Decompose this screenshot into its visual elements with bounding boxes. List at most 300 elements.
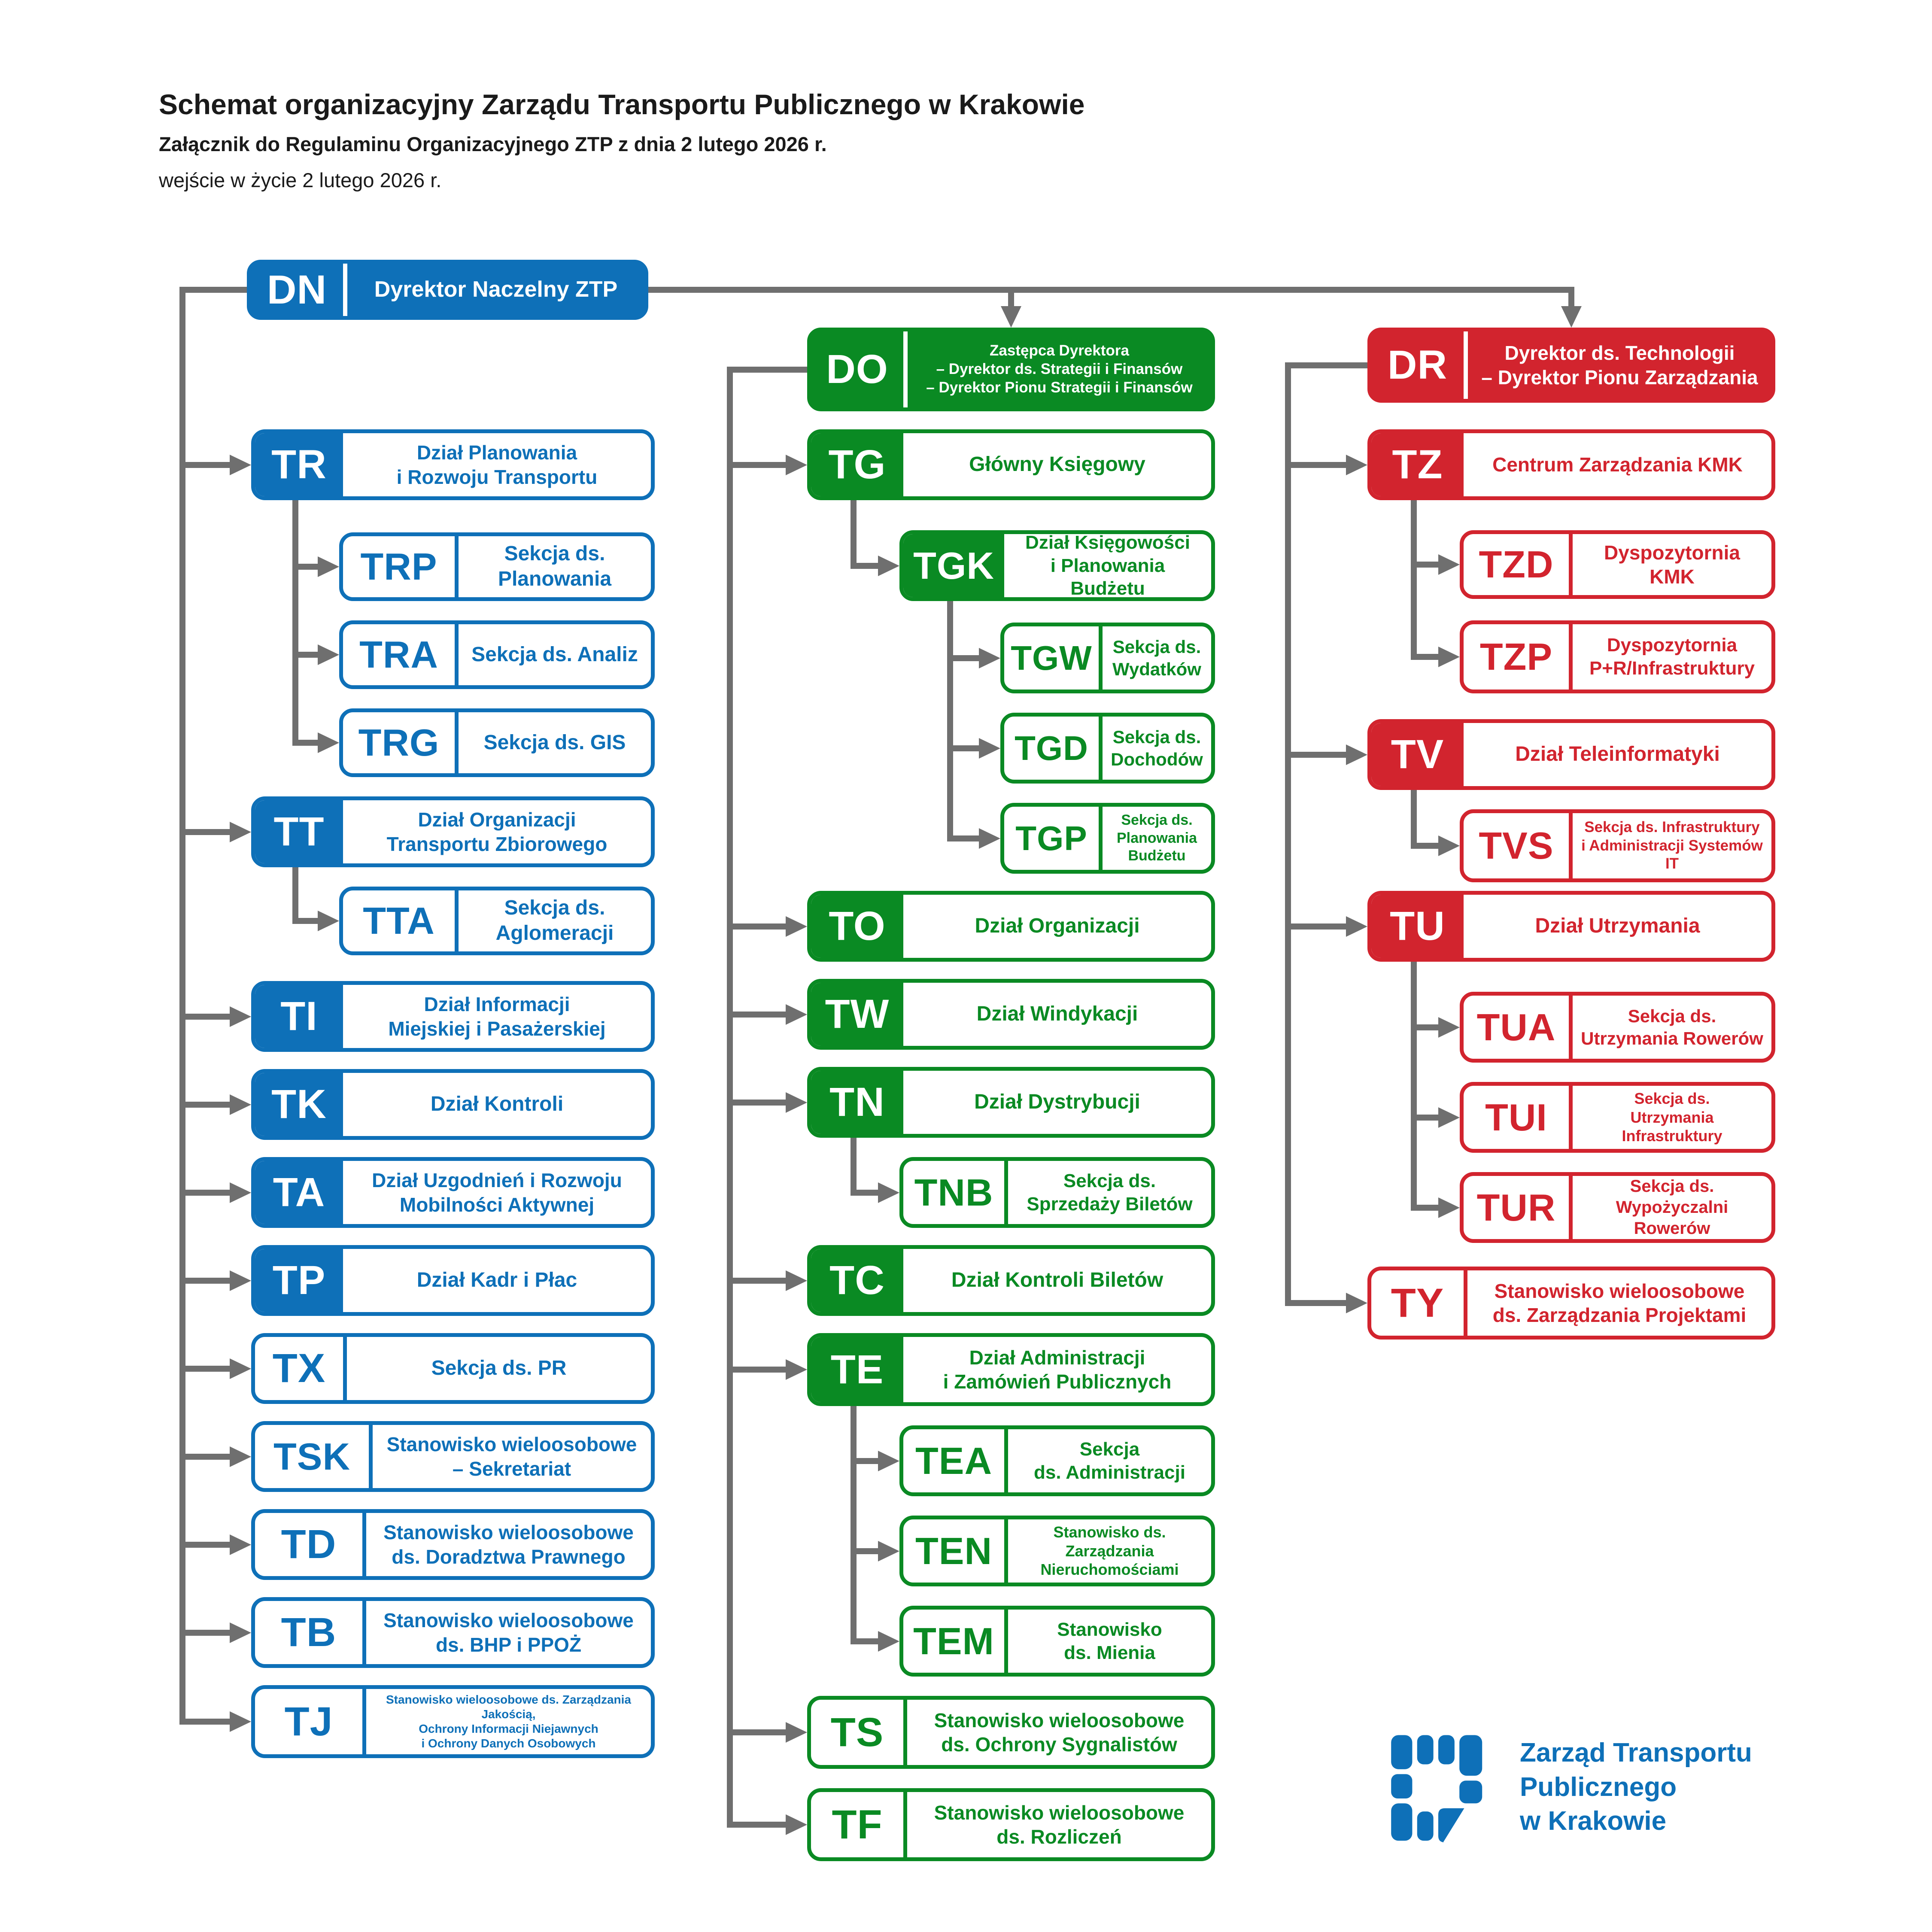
arrowhead-right-TO [786, 916, 807, 937]
org-node-DN [247, 260, 648, 320]
connector-trunk-TZ [1411, 500, 1417, 660]
org-node-TF [807, 1788, 1215, 1861]
arrowhead-right-TGK [878, 556, 899, 576]
org-node-label-TUA [1573, 996, 1771, 1059]
org-node-TK [251, 1069, 655, 1140]
connector-trunk-TV [1411, 790, 1417, 849]
org-node-label-line: Sekcja ds. GIS [483, 731, 626, 754]
org-node-label-line: Sekcja [1079, 1438, 1140, 1460]
arrowhead-right-TNB [878, 1182, 899, 1203]
arrowhead-right-TK [230, 1094, 251, 1115]
org-node-TX [251, 1333, 655, 1404]
org-node-label-line: Dział Dystrybucji [974, 1091, 1140, 1114]
org-node-code-TP: TP [255, 1249, 343, 1312]
org-node-label-line: Sekcja ds. Aglomeracji [495, 896, 614, 945]
org-node-label-line: ds. Zarządzania Projektami [1492, 1304, 1747, 1326]
org-node-TNB [899, 1157, 1215, 1228]
arrowhead-right-TB [230, 1622, 251, 1643]
org-node-label-line: i Rozwoju Transportu [396, 465, 598, 488]
org-node-label-line: Miejskiej i Pasażerskiej [388, 1017, 606, 1040]
org-node-label-TRP [459, 536, 651, 597]
connector-DN-TJ [182, 1719, 231, 1725]
org-node-label-line: Dział Organizacji [418, 808, 576, 831]
org-node-label-TG [903, 433, 1211, 496]
connector-DN-TA [182, 1190, 231, 1196]
org-node-label-line: i Zamówień Publicznych [943, 1370, 1172, 1393]
org-node-label-line: Dyrektor Naczelny ZTP [374, 277, 618, 302]
org-node-code-TZP: TZP [1464, 624, 1573, 690]
connector-TE-TEM [851, 1638, 880, 1644]
connector-trunk-TT [292, 867, 298, 924]
org-node-label-line: Sekcja ds. Infrastruktury [1584, 818, 1760, 835]
connector-DO-TE [730, 1367, 787, 1373]
arrowhead-right-TF [786, 1814, 807, 1835]
org-node-code-TSK: TSK [255, 1425, 373, 1488]
connector-TU-TUA [1411, 1024, 1440, 1030]
org-node-label-line: Transportu Zbiorowego [386, 832, 608, 855]
org-node-TR [251, 429, 655, 500]
org-node-TO [807, 891, 1215, 962]
arrowhead-right-TEA [878, 1451, 899, 1471]
org-node-label-line: ds. Doradztwa Prawnego [392, 1545, 626, 1568]
org-node-label-TC [903, 1249, 1211, 1312]
arrowhead-right-TGW [979, 648, 1000, 668]
connector-DN-TX [182, 1366, 231, 1372]
org-node-label-line: Dyspozytornia [1607, 635, 1738, 656]
org-node-label-TEA [1008, 1429, 1211, 1492]
org-node-TUI [1460, 1082, 1775, 1153]
arrowhead-right-TGD [979, 738, 1000, 759]
arrowhead-right-TZP [1438, 647, 1460, 667]
connector-DN-TSK [182, 1454, 231, 1460]
org-node-label-TTA [459, 890, 651, 951]
org-node-label-line: ds. BHP i PPOŻ [435, 1633, 582, 1656]
org-node-label-TGK [1004, 534, 1211, 597]
logo-line: w Krakowie [1520, 1806, 1667, 1836]
connector-DO-TO [730, 923, 787, 930]
org-node-TU [1367, 891, 1775, 962]
arrowhead-down-DO [1001, 306, 1021, 328]
org-node-code-TEN: TEN [903, 1519, 1008, 1583]
org-node-TZ [1367, 429, 1775, 500]
page-subtitle: Załącznik do Regulaminu Organizacyjnego ZTP z dnia 2 lutego 2026 r. [159, 133, 827, 155]
connector-drop-DO [1008, 287, 1014, 307]
arrowhead-right-TGP [979, 828, 1000, 849]
org-node-label-line: Mobilności Aktywnej [399, 1193, 595, 1216]
org-node-code-DO: DO [811, 331, 908, 407]
logo-line: Zarząd Transportu [1520, 1738, 1752, 1768]
org-node-label-line: Sekcja ds. [1063, 1170, 1156, 1191]
org-node-label-line: Wypożyczalni Rowerów [1616, 1198, 1728, 1238]
org-node-label-TI [343, 985, 651, 1048]
org-node-label-TB [366, 1601, 651, 1664]
org-node-label-TN [903, 1071, 1211, 1134]
org-node-TGW [1000, 623, 1215, 693]
org-node-label-TRG [459, 712, 651, 773]
arrowhead-right-TU [1346, 916, 1367, 937]
org-node-code-TS: TS [811, 1700, 907, 1765]
org-node-label-line: i Planowania Budżetu [1050, 555, 1165, 599]
org-node-label-line: Sekcja ds. Analiz [471, 643, 638, 666]
org-node-code-TEM: TEM [903, 1610, 1008, 1673]
connector-trunk-TGK [947, 601, 953, 841]
connector-trunk-TE [851, 1406, 857, 1644]
arrowhead-right-TUA [1438, 1017, 1460, 1038]
org-node-label-line: Sekcja ds. [1112, 637, 1201, 657]
org-node-label-TA [343, 1161, 651, 1224]
org-node-TS [807, 1696, 1215, 1769]
org-node-label-TW [903, 983, 1211, 1046]
connector-DO-TF [730, 1822, 787, 1828]
arrowhead-right-TR [230, 455, 251, 475]
connector-TGK-TGD [947, 745, 981, 751]
org-node-code-TR: TR [255, 433, 343, 496]
org-node-label-TUI [1573, 1086, 1771, 1149]
org-node-label-line: Sekcja ds. [1634, 1089, 1710, 1107]
arrowhead-right-TS [786, 1722, 807, 1743]
org-node-code-TGP: TGP [1004, 807, 1103, 870]
org-node-label-line: Ochrony Informacji Niejawnych [419, 1722, 598, 1735]
connector-trunk-top-DN [179, 287, 247, 293]
arrowhead-right-TJ [230, 1711, 251, 1732]
arrowhead-right-TI [230, 1006, 251, 1027]
org-node-TZP [1460, 620, 1775, 693]
org-node-label-line: Dochodów [1111, 749, 1203, 769]
org-node-label-line: ds. Ochrony Sygnalistów [941, 1733, 1177, 1756]
org-node-label-TEN [1008, 1519, 1211, 1583]
org-node-DR [1367, 328, 1775, 403]
connector-DO-TG [730, 462, 787, 468]
org-node-code-TA: TA [255, 1161, 343, 1224]
connector-DN-TR [182, 462, 231, 468]
connector-DN-TD [182, 1542, 231, 1548]
org-node-code-TZD: TZD [1464, 534, 1573, 595]
org-node-code-TX: TX [255, 1337, 347, 1400]
connector-DR-TU [1288, 923, 1348, 930]
org-node-code-TF: TF [811, 1792, 907, 1857]
connector-TE-TEA [851, 1458, 880, 1464]
org-node-label-line: Dział Planowania [416, 441, 577, 464]
arrowhead-right-TV [1346, 744, 1367, 765]
org-node-code-TW: TW [811, 983, 903, 1046]
org-node-label-TT [343, 800, 651, 863]
connector-TU-TUR [1411, 1205, 1440, 1211]
arrowhead-right-TP [230, 1270, 251, 1291]
org-node-TJ [251, 1685, 655, 1758]
connector-TN-TNB [851, 1190, 880, 1196]
org-node-TN [807, 1067, 1215, 1138]
connector-TR-TRA [292, 652, 320, 658]
connector-TZ-TZD [1411, 562, 1440, 568]
org-node-code-TEA: TEA [903, 1429, 1008, 1492]
org-node-label-DO [908, 331, 1211, 407]
org-node-label-TJ [366, 1689, 651, 1754]
connector-DR-TZ [1288, 462, 1348, 468]
org-node-label-line: Utrzymania Infrastruktury [1622, 1108, 1722, 1145]
org-node-label-TRA [459, 624, 651, 685]
connector-trunk-DO [727, 367, 733, 1828]
org-node-label-TO [903, 895, 1211, 958]
org-node-code-TC: TC [811, 1249, 903, 1312]
arrowhead-right-TT [230, 822, 251, 842]
org-node-code-TJ: TJ [255, 1689, 366, 1754]
org-node-label-line: Dział Informacji [424, 993, 570, 1016]
org-node-label-TS [907, 1700, 1211, 1765]
org-node-code-TRG: TRG [343, 712, 459, 773]
org-node-label-TEM [1008, 1610, 1211, 1673]
org-node-label-TUR [1573, 1176, 1771, 1239]
connector-trunk-top-DR [1285, 362, 1367, 368]
arrowhead-right-TTA [318, 911, 339, 931]
org-node-label-line: Stanowisko wieloosobowe [383, 1521, 634, 1544]
connector-DO-TN [730, 1100, 787, 1106]
arrowhead-right-TZD [1438, 554, 1460, 575]
org-node-label-line: Dział Uzgodnień i Rozwoju [372, 1169, 622, 1192]
arrowhead-right-TG [786, 455, 807, 475]
org-node-label-TU [1464, 895, 1771, 958]
org-node-code-TGD: TGD [1004, 717, 1103, 780]
connector-trunk-TN [851, 1138, 857, 1196]
org-node-label-line: Stanowisko wieloosobowe [386, 1433, 637, 1456]
org-node-TV [1367, 719, 1775, 790]
connector-TE-TEN [851, 1548, 880, 1554]
org-node-TVS [1460, 809, 1775, 882]
org-node-label-TZ [1464, 433, 1771, 496]
org-node-label-line: – Sekretariat [452, 1457, 571, 1480]
org-node-code-TE: TE [811, 1337, 903, 1402]
connector-DR-TY [1288, 1300, 1348, 1306]
org-node-label-line: ds. Mienia [1064, 1642, 1155, 1663]
org-node-code-TV: TV [1371, 723, 1464, 786]
org-node-label-DR [1468, 331, 1771, 399]
org-node-code-TZ: TZ [1371, 433, 1464, 496]
org-node-code-TY: TY [1371, 1270, 1467, 1336]
arrowhead-right-TRA [318, 644, 339, 665]
org-node-TEA [899, 1425, 1215, 1496]
org-node-TW [807, 979, 1215, 1050]
connector-TV-TVS [1411, 843, 1440, 849]
connector-DN-TP [182, 1278, 231, 1284]
org-node-label-line: Stanowisko wieloosobowe [1494, 1279, 1745, 1302]
org-node-label-line: Nieruchomościami [1040, 1561, 1179, 1579]
connector-DN-TT [182, 829, 231, 835]
org-node-label-line: Planowania [1116, 829, 1197, 846]
connector-trunk-DN [179, 287, 185, 1725]
org-node-label-line: Wydatków [1112, 659, 1201, 679]
org-node-TI [251, 981, 655, 1052]
org-node-label-line: ds. Rozliczeń [996, 1826, 1122, 1848]
org-node-TB [251, 1597, 655, 1668]
org-node-label-TGD [1103, 717, 1211, 780]
org-node-code-TD: TD [255, 1513, 366, 1576]
org-node-TG [807, 429, 1215, 500]
connector-trunk-TG [851, 500, 857, 569]
org-node-label-TP [343, 1249, 651, 1312]
connector-trunk-top-DO [727, 367, 807, 373]
org-node-TZD [1460, 530, 1775, 599]
org-node-code-TI: TI [255, 985, 343, 1048]
org-node-code-TUA: TUA [1464, 996, 1573, 1059]
org-node-label-line: Stanowisko wieloosobowe [934, 1709, 1185, 1732]
ztp-logo-icon [1389, 1730, 1488, 1844]
org-node-label-line: Dział Księgowości [1025, 532, 1190, 553]
arrowhead-right-TUR [1438, 1197, 1460, 1218]
org-node-code-TB: TB [255, 1601, 366, 1664]
org-node-label-TVS [1573, 813, 1771, 878]
org-node-TY [1367, 1267, 1775, 1340]
org-node-label-line: Dział Teleinformatyki [1515, 743, 1720, 766]
org-node-code-TG: TG [811, 433, 903, 496]
arrowhead-right-TX [230, 1358, 251, 1379]
org-node-label-TV [1464, 723, 1771, 786]
org-node-label-line: Stanowisko ds. Zarządzania [1053, 1523, 1166, 1560]
arrowhead-right-TRG [318, 732, 339, 753]
arrowhead-right-TUI [1438, 1107, 1460, 1128]
org-node-label-line: Dyrektor ds. Technologii [1504, 342, 1735, 365]
org-node-code-TRA: TRA [343, 624, 459, 685]
org-node-label-line: Główny Księgowy [969, 453, 1145, 476]
org-node-label-TX [347, 1337, 651, 1400]
org-node-label-DN [347, 264, 644, 316]
org-node-code-TTA: TTA [343, 890, 459, 951]
org-node-label-line: Dział Kontroli Biletów [951, 1269, 1163, 1292]
connector-TGK-TGP [947, 835, 981, 841]
org-node-DO [807, 328, 1215, 411]
org-node-label-line: Dyspozytornia KMK [1604, 541, 1740, 588]
connector-DO-TW [730, 1012, 787, 1018]
connector-trunk-TR [292, 500, 298, 746]
org-node-label-line: Sekcja ds. [1121, 812, 1193, 829]
connector-trunk-TU [1411, 962, 1417, 1211]
arrowhead-right-TC [786, 1270, 807, 1291]
org-node-label-TGP [1103, 807, 1211, 870]
arrowhead-right-TVS [1438, 835, 1460, 856]
org-node-code-TNB: TNB [903, 1161, 1008, 1224]
org-node-label-line: Sekcja ds. PR [431, 1357, 567, 1380]
org-node-label-TE [903, 1337, 1211, 1402]
org-node-code-TUI: TUI [1464, 1086, 1573, 1149]
connector-DN-TI [182, 1014, 231, 1020]
org-node-TRG [339, 708, 655, 777]
org-node-label-line: Zastępca Dyrektora [990, 342, 1129, 359]
connector-TGK-TGW [947, 655, 981, 661]
org-node-label-line: Dział Organizacji [975, 914, 1140, 938]
connector-TR-TRP [292, 564, 320, 570]
connector-TZ-TZP [1411, 654, 1440, 660]
connector-TU-TUI [1411, 1115, 1440, 1121]
org-node-label-line: Dział Kadr i Płac [416, 1269, 577, 1292]
org-node-label-line: i Ochrony Danych Osobowych [421, 1737, 596, 1750]
logo-line: Publicznego [1520, 1772, 1677, 1802]
org-node-label-line: Centrum Zarządzania KMK [1492, 453, 1743, 476]
org-node-code-TRP: TRP [343, 536, 459, 597]
org-node-code-TU: TU [1371, 895, 1464, 958]
org-node-code-TVS: TVS [1464, 813, 1573, 878]
org-node-label-TNB [1008, 1161, 1211, 1224]
org-node-label-line: Dział Windykacji [976, 1002, 1138, 1026]
org-node-code-DN: DN [251, 264, 347, 316]
connector-DN-TK [182, 1102, 231, 1108]
org-node-code-TO: TO [811, 895, 903, 958]
arrowhead-right-TZ [1346, 455, 1367, 475]
org-node-TEN [899, 1516, 1215, 1586]
org-node-TTA [339, 887, 655, 955]
org-node-label-TY [1467, 1270, 1771, 1336]
org-node-label-TD [366, 1513, 651, 1576]
org-node-label-line: Utrzymania Rowerów [1581, 1028, 1763, 1048]
org-node-label-TGW [1103, 626, 1211, 690]
connector-TT-TTA [292, 918, 320, 924]
org-node-label-line: Stanowisko wieloosobowe ds. Zarządzania Jakością, [386, 1692, 631, 1721]
ztp-logo-text [1520, 1736, 1752, 1838]
org-node-label-line: – Dyrektor ds. Strategii i Finansów [936, 361, 1183, 378]
org-node-label-line: Dział Administracji [969, 1346, 1145, 1369]
org-node-label-line: Sekcja ds. Planowania [498, 542, 612, 590]
org-node-label-TF [907, 1792, 1211, 1857]
org-node-TGK [899, 530, 1215, 601]
org-node-code-TUR: TUR [1464, 1176, 1573, 1239]
org-node-label-TSK [373, 1425, 651, 1488]
org-node-TUA [1460, 992, 1775, 1063]
org-node-label-line: Sprzedaży Biletów [1027, 1193, 1193, 1215]
arrowhead-right-TSK [230, 1446, 251, 1467]
page-effective-date: wejście w życie 2 lutego 2026 r. [159, 169, 442, 191]
arrowhead-right-TA [230, 1182, 251, 1203]
arrowhead-right-TEN [878, 1541, 899, 1561]
org-node-label-line: Stanowisko [1057, 1619, 1162, 1640]
arrowhead-right-TRP [318, 556, 339, 577]
arrowhead-right-TE [786, 1359, 807, 1380]
connector-dn-toprow [648, 287, 1574, 293]
org-node-TGD [1000, 713, 1215, 784]
connector-TR-TRG [292, 740, 320, 746]
org-node-label-TR [343, 433, 651, 496]
org-node-code-TGW: TGW [1004, 626, 1103, 690]
org-node-code-TGK: TGK [903, 534, 1004, 597]
org-node-code-TT: TT [255, 800, 343, 863]
org-node-label-line: Stanowisko wieloosobowe [934, 1801, 1185, 1824]
org-node-code-TN: TN [811, 1071, 903, 1134]
org-node-TD [251, 1509, 655, 1580]
org-node-label-line: Budżetu [1128, 848, 1186, 864]
ztp-logo [1389, 1730, 1752, 1844]
org-node-label-line: Dział Kontroli [430, 1093, 564, 1116]
org-node-label-line: P+R/Infrastruktury [1589, 658, 1755, 679]
org-node-label-line: – Dyrektor Pionu Strategii i Finansów [926, 379, 1193, 396]
arrowhead-right-TN [786, 1092, 807, 1113]
arrowhead-right-TY [1346, 1293, 1367, 1313]
org-node-code-DR: DR [1371, 331, 1468, 399]
connector-drop-DR [1568, 287, 1574, 307]
org-node-TT [251, 796, 655, 867]
org-node-label-line: Sekcja ds. [1630, 1177, 1714, 1196]
org-node-TP [251, 1245, 655, 1316]
connector-DR-TV [1288, 752, 1348, 758]
arrowhead-right-TW [786, 1004, 807, 1025]
org-node-TSK [251, 1421, 655, 1492]
connector-TG-TGK [851, 563, 880, 569]
connector-DO-TS [730, 1729, 787, 1735]
org-node-label-line: Dział Utrzymania [1535, 914, 1700, 938]
page-title: Schemat organizacyjny Zarządu Transportu Publicznego w Krakowie [159, 88, 1085, 120]
org-node-label-TZD [1573, 534, 1771, 595]
org-node-TE [807, 1333, 1215, 1406]
org-node-label-line: Stanowisko wieloosobowe [383, 1609, 634, 1632]
org-node-TRA [339, 620, 655, 689]
arrowhead-right-TEM [878, 1631, 899, 1652]
org-node-TC [807, 1245, 1215, 1316]
connector-DN-TB [182, 1630, 231, 1636]
